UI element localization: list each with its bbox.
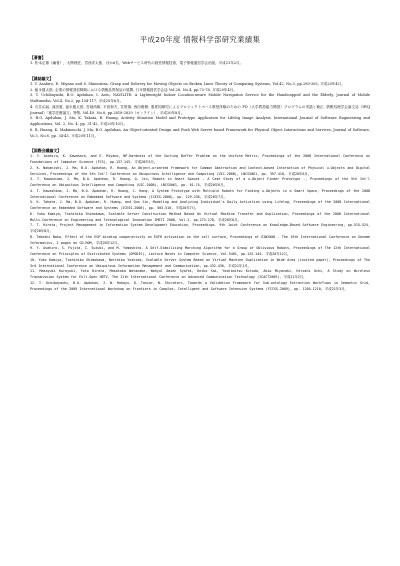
list-item: 7. T. Hirota, Project Management in Information System Development Education, Proceedings. 9th Joint Conference on Knowledge-Based Software Engineering, pp.515-524, 平成20年8月。 [30,223,370,233]
page-title: 平成20年度 情報科学部研究業績集 [139,35,261,44]
list-item: 6. R. Huang, K. Makinouchi, J. Ma, B.O. Apduhan, An Object-oriented Design and Push Web Server based Framework for Physical Object Interactions and Services, Journal of Software, Vo.3, No.8, pp. 34-43, 平成20年11月。 [30,127,370,138]
conference-list [30,154,370,292]
section-books [30,55,370,67]
list-item: 5. B.O. Apduhan, J. Ma, K. Takata, R. Huang, Activity Situation Model and Prototype Application for Lifelog Image Analysis, International Journal of Software Engineering and Applications, Vol. 2, No. 4, pp. 31-42, 平成20年10月。 [30,116,370,126]
list-item: 11. Masayuki Kuroyuki, Yota Hirota, Masataka Watanabe, Wahyul Amien Syafei, Keiko Sai, Yoshimitsu Kitoda, Akio Miyazaki, Hiroshi Uchi, A Study on Wireless Transmission System for Full-Spec HDTV, The 11th International Conference on Advanced Communication Technology (ICACT2009), 平成21年2月。 [30,269,370,279]
list-item: 10. Yuko Kamiya, Toshihiko Shimokawa, Norihiko Yoshida, Scalable Server System Based on Virtual Machine Duplication in Wide Area (invited paper), Proceedings of The 3rd International Conference on Ubiquitous Information Management and Communication, pp.432-436, 平成21年1月。 [30,257,370,268]
list-item: 1. 松本正雄（編著），大関理佐，宮西洋太郎，ほか6名，Webサービス時代の経営情報技術，電子情報通信学会出版，平成21年2月。 [30,61,244,65]
list-item: 2. 稲永健太郎, 企業の情報発信戦略における情報品質保証の展開, 日本情報経営学会誌 Vol.28, No.4, pp.72-78, 平成20年4月。 [30,87,237,92]
list-item: 1. Y. Asahiro, K. Kawahara, and E. Miyano, NP-Hardness of the Sorting Buffer Problem on the Uniform Metric, Proceedings of the 2008 International Conference on Foundations of Computer Science (FCS), pp.137-143, 平成20年5月。 [30,154,370,164]
list-item: 3. T. Uchibayashi, B.O. Apduhan, I. Aoto, NAVILITE: A Lightweight Indoor Location-aware Mobile Navigation Service for the Handicapped and the Elderly, Journal of Mobile Multimedia, Vol.4, No.2, pp.104-117, 平成20年6月。 [30,93,370,103]
list-item: 6. Yuko Kamiya, Toshihiko Shimokawa, Scalable Server Construction Method Based On Virtual Machine Transfer and Duplication, Proceedings of the 2008 International Multi-Conference on Engineering and Technological Innovation IMETI 2008, Vol.2, pp.273-278, 平成20年6月。 [30,211,370,222]
section-international-conference [30,148,370,292]
list-item: 4. 石井由起, 滝田夏, 福永健太郎, 宮地尚雄, 平島和夫, 宮尾慎, 西田雅樹: 重度知障児によるプロジェクトベース教授体験のための FD（大学教員能力開発）プログラムの実践と補正, 情報処理学会論文誌（IPSJ Journal）「薬学医療論文」特集, Vol.49, No.8, pp.2818-2829（オンライン）, 平成20年8月。 [30,104,370,115]
list-item: 9. Y. Asahiro, S. Fujita, I. Suzuki, and M. Yamashita, A Self-Stabilizing Marching Algorithm for a Group of Oblivious Robots, Proceedings of The 12th International Conference on Principles of Distributed Systems (OPODIS), Lecture Notes in Computer Science, Vol.5401, pp.125-144, 平成20年12月。 [30,246,370,256]
section-journal-papers [30,76,370,140]
list-item: 1. Y. Asahiro, E. Miyano and S. Shimoirisa, Grasp and Delivery for Moving Objects on Broken Lines Theory of Computing Systems, Vol.42, No.3, pp.289-305, 平成20年4月。 [30,81,345,86]
section-heading-journal: 【雑誌論文】 [30,75,54,81]
list-item: 5. K. Takata, J. Ma, B.O. Apduhan, R. Huang, and Qun Jin, Modeling and Analyzing Individual's Daily Activities using Lifelog, Proceedings of the 2008 International Conference on Embedded Software and Systems (ICESS-2008), pp. 503-510, 平成20年7月。 [30,200,370,210]
list-item: 3. T. Kawashima, J. Ma, B.O. Apduhan, R. Huang, Q. Jin, Robots in Smart Spaces - A Case Study of a u-Object Finder Prototype -, Proceedings of the 5th Int'l Conference on Ubiquitous Intelligence and Computing (UIC-2008), LNCS5061, pp. 61-74, 平成20年6月。 [30,177,370,187]
section-heading-conference: 【国際会議論文】 [30,148,62,154]
list-item: 12. T. Uchibayashi, B.O. Apduhan, J. W. Rahayu, D. Taniar, N. Shiratori, Towards a Validation Framework for Sub-ontology Extraction Workflows in Semantic Grid, Proceedings of the 2009 International Workshop on Frontiers in Complex, Intelligent and Software Intensive Systems (FICSS-2009), pp. 1205-1210, 平成21年3月。 [30,280,370,291]
list-item: 4. T. Kawashima, J. Ma, B.O. Apduhan, R. Huang, C. Hong, A System Prototype with Multiple Robots for Finding u-Objects in a Smart Space, Proceedings of the 2008 International Conference on Embedded Software and Systems (ICESS-2008), pp. 229-236, 平成20年7月。 [30,188,370,199]
journal-list [30,82,370,140]
list-item: 2. K. Nakanishi, J. Ma, B.O. Apduhan, R. Huang, An Object-oriented Framework for Common Abstraction and Context-based Interaction of Physical u-Objects and Digital Services, Proceedings of the 5th Int'l Conference on Ubiquitous Intelligence and Computing (UIC-2008), LNCS5061, pp. 397-410, 平成20年6月。 [30,165,370,176]
section-heading-books: 【著書】 [30,55,46,60]
list-item: 8. Takeshi Naka, Effect of the EGP binding cooperativity on EGFR activation on the cell surface, Proceedings of GIW2008 - The 19th International Conference on Genome Informatics, 2 pages on CD-ROM, 平成20年12月。 [30,234,370,245]
